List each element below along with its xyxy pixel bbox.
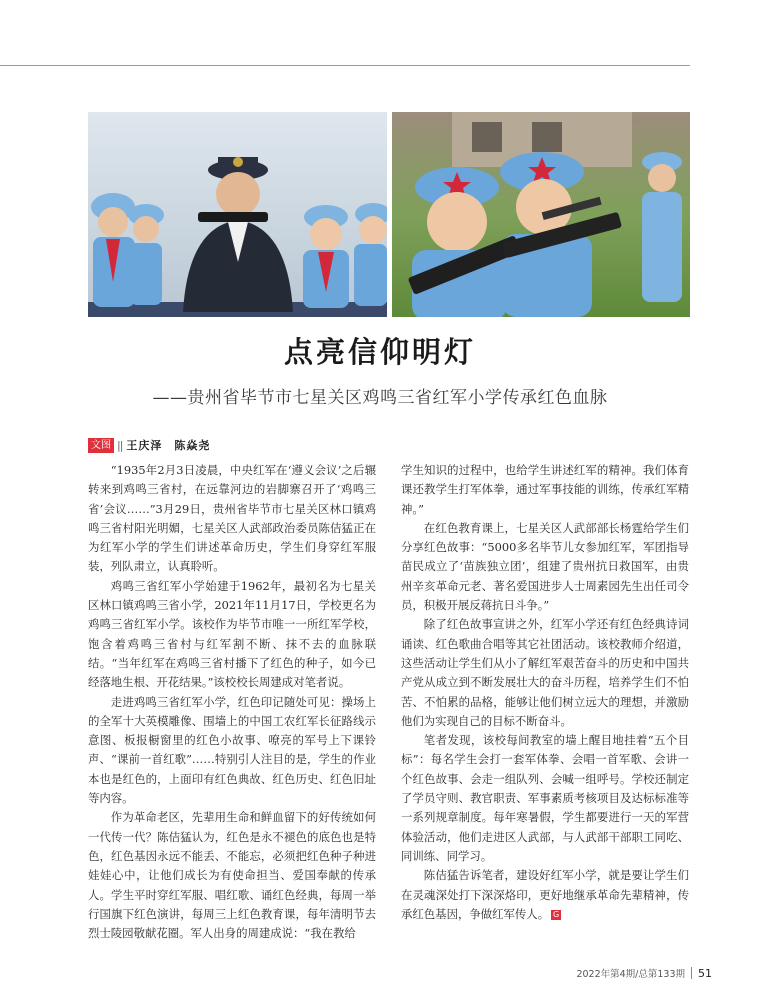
- article-title: 点亮信仰明灯: [283, 335, 476, 369]
- article-column-left: [88, 461, 376, 943]
- officer-with-children-photo-icon: [88, 112, 387, 317]
- photo-children-with-rifles: [392, 112, 690, 317]
- article-column-right: [401, 461, 689, 924]
- top-rule: [0, 65, 690, 66]
- byline-tag: 文图: [88, 438, 114, 453]
- paragraph: “1935年2月3日凌晨，中央红军在‘遵义会议’之后辗转来到鸡鸣三省村，在远靠河边的岩脚寨召开了‘鸡鸣三省’会议……”3月29日，贵州省毕节市七星关区林口镇鸡鸣三省村阳光明媚，七星关区人武部政治委员陈佶猛正在为红军小学的学生们讲述革命历史，学生们身穿红军服装，列队肃立，认真聆听。: [88, 463, 376, 574]
- page-footer: [576, 966, 712, 980]
- paragraph: 除了红色故事宣讲之外，红军小学还有红色经典诗词诵读、红色歌曲合唱等其它社团活动。该校教师介绍道，这些活动让学生们从小了解红军艰苦奋斗的历史和中国共产党从成立到不断发展壮大的奋斗历程，培养学生们不怕苦、不怕累的品格，能够让他们树立远大的理想，并激励他们为实现自己的目标不断奋斗。: [401, 617, 689, 728]
- byline-separator: ||: [117, 438, 123, 452]
- paragraph: 笔者发现，该校每间教室的墙上醒目地挂着“五个目标”：每名学生会打一套军体拳、会唱一首军歌、会讲一个红色故事、会走一组队列、会喊一组呼号。学校还制定了学员守则、教官职责、军事素质考核项目及达标标准等一系列规章制度。每年寒暑假，学生都要进行一天的军营体验活动，他们走进区人武部，与人武部干部职工同吃、同训练、同学习。: [401, 733, 689, 863]
- end-mark-icon: G: [552, 909, 560, 919]
- byline-authors: 王庆泽 陈焱尧: [126, 439, 211, 452]
- paragraph: 鸡鸣三省红军小学始建于1962年，最初名为七星关区林口镇鸡鸣三省小学，2021年11月17日，学校更名为鸡鸣三省红军小学。该校作为毕节市唯一一所红军学校，饱含着鸡鸣三省村与红军割不断、抹不去的血脉联结。“当年红军在鸡鸣三省村播下了红色的种子，如今已经落地生根、开花结果。”该校校长周建成对笔者说。: [88, 578, 376, 690]
- paragraph-last: [401, 866, 689, 924]
- photo-officer-with-children: [88, 112, 387, 317]
- issue-info: 2022年第4期/总第133期: [576, 969, 685, 980]
- page-number: 51: [698, 966, 712, 980]
- byline: [88, 437, 210, 453]
- paragraph: 在红色教育课上，七星关区人武部部长杨霆给学生们分享红色故事：“5000多名毕节儿女参加红军，军团指导苗民成立了‘苗族独立团’，组建了贵州抗日救国军，由贵州辛亥革命元老、著名爱国进步人士周素园先生出任司令员，积极开展反蒋抗日斗争。”: [401, 520, 689, 613]
- paragraph-continued: 学生知识的过程中，也给学生讲述红军的精神。我们体育课还教学生打军体拳，通过军事技能的训练，传承红军精神。”: [401, 463, 689, 516]
- footer-divider: [691, 967, 692, 979]
- paragraph: 走进鸡鸣三省红军小学，红色印记随处可见：操场上的全军十大英模雕像、围墙上的中国工农红军长征路线示意图、板报橱窗里的红色小故事、嘹亮的军号上下课铃声、“课前一首红歌”……特别引人注目的是，学生的作业本也是红色的，上面印有红色典故、红色历史、红色旧址等内容。: [88, 694, 376, 806]
- article-subtitle: ——贵州省毕节市七星关区鸡鸣三省红军小学传承红色血脉: [152, 388, 608, 408]
- children-with-toy-rifles-photo-icon: [392, 112, 690, 317]
- paragraph: 作为革命老区，先辈用生命和鲜血留下的好传统如何一代传一代？陈佶猛认为，红色是永不褪色的底色也是特色，红色基因永远不能丢、不能忘，必须把红色种子种进娃娃心中，让他们成长为有使命担当、爱国奉献的传承人。学生平时穿红军服、唱红歌、诵红色经典，每周一举行国旗下红色演讲，每周三上红色教育课，每年清明节去烈士陵园敬献花圈。军人出身的周建成说：“我在教给: [88, 810, 376, 941]
- paragraph-text: 陈佶猛告诉笔者，建设好红军小学，就是要让学生们在灵魂深处打下深深烙印，更好地继承革命先辈精神，传承红色基因，争做红军传人。: [401, 868, 689, 921]
